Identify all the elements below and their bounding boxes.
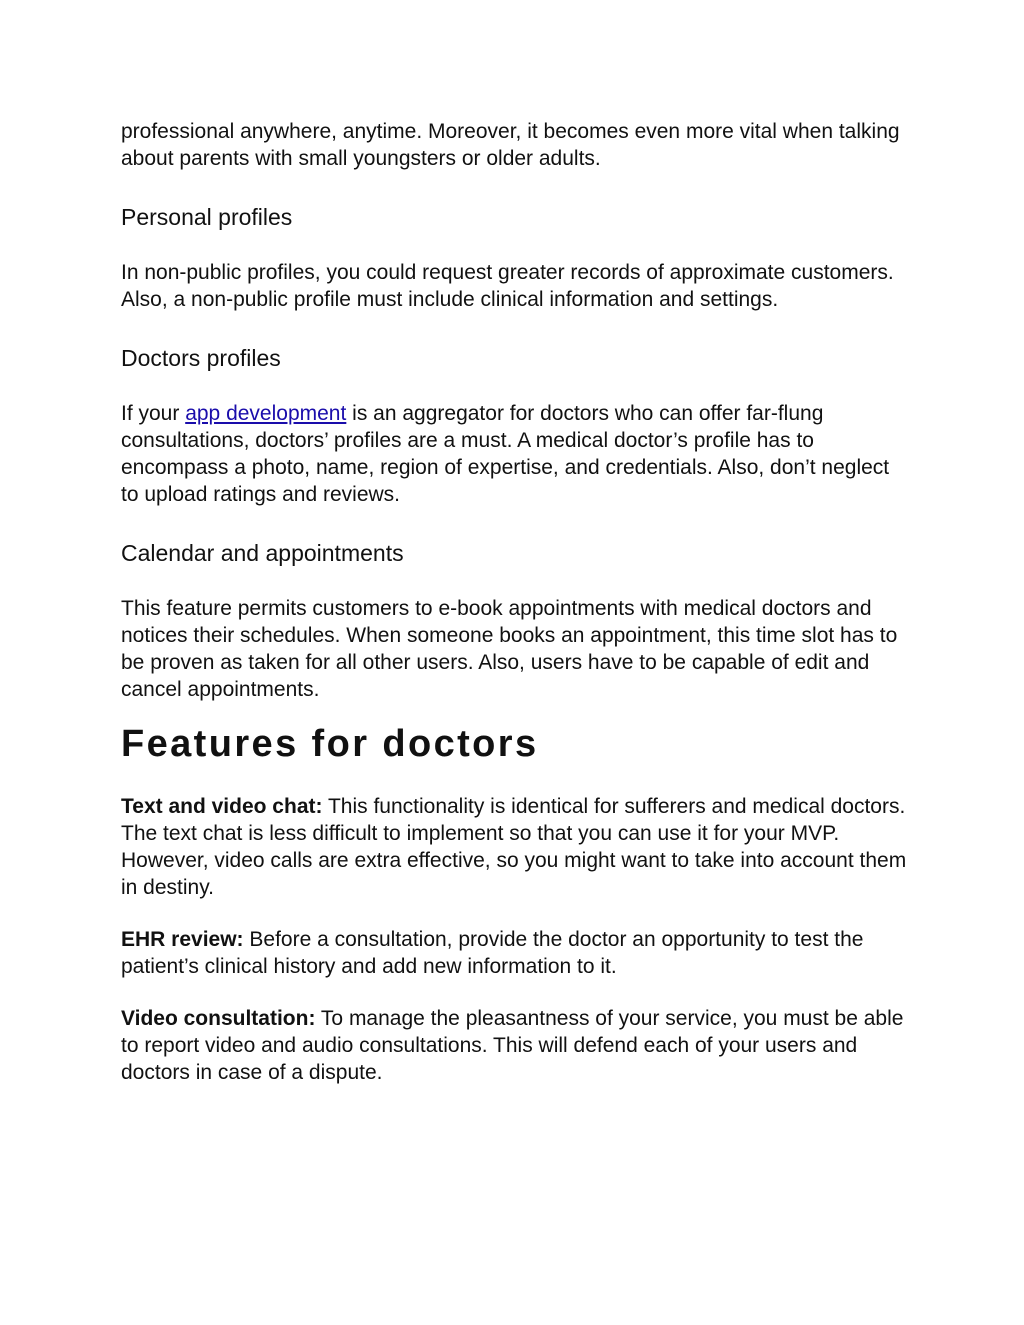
personal-profiles-heading: Personal profiles [121, 204, 293, 230]
feature-item-ehr-review [121, 926, 911, 980]
feature-item-label: Video consultation: [121, 1007, 316, 1030]
doctors-profiles-paragraph [121, 400, 911, 508]
feature-item-text: Before a consultation, provide the doctor an opportunity to test the patient’s clinical history and add new information to it. [121, 928, 864, 978]
doctors-profiles-heading: Doctors profiles [121, 345, 281, 371]
app-development-link[interactable]: app development [185, 402, 347, 425]
features-for-doctors-heading: Features for doctors [121, 723, 539, 765]
feature-item-text: To manage the pleasantness of your service, you must be able to report video and audio consultations. This will defend each of your users and doctors in case of a dispute. [121, 1007, 904, 1084]
document-page [121, 118, 911, 1086]
personal-profiles-paragraph: In non-public profiles, you could request greater records of approximate customers. Also, a non-public profile must include clinical information and settings. [121, 261, 894, 311]
feature-item-label: Text and video chat: [121, 795, 323, 818]
calendar-heading: Calendar and appointments [121, 540, 404, 566]
calendar-paragraph: This feature permits customers to e-book appointments with medical doctors and notices their schedules. When someone books an appointment, this time slot has to be proven as taken for all other users. Also, users have to be capable of edit and cancel appointments. [121, 597, 898, 701]
doctors-profiles-text-start: If your [121, 402, 186, 425]
feature-item-text-video-chat [121, 793, 911, 901]
intro-paragraph: professional anywhere, anytime. Moreover, it becomes even more vital when talking about parents with small youngsters or older adults. [121, 120, 900, 170]
doctors-profiles-text-end: is an aggregator for doctors who can offer far-flung consultations, doctors’ profiles are a must. A medical doctor’s profile has to encompass a photo, name, region of expertise, and credentials. Also, don’t neglect to upload ratings and reviews. [121, 402, 890, 506]
feature-item-text: This functionality is identical for sufferers and medical doctors. The text chat is less difficult to implement so that you can use it for your MVP. However, video calls are extra effective, so you might want to take into account them in destiny. [121, 795, 907, 899]
feature-item-video-consultation [121, 1005, 911, 1086]
feature-item-label: EHR review: [121, 928, 244, 951]
